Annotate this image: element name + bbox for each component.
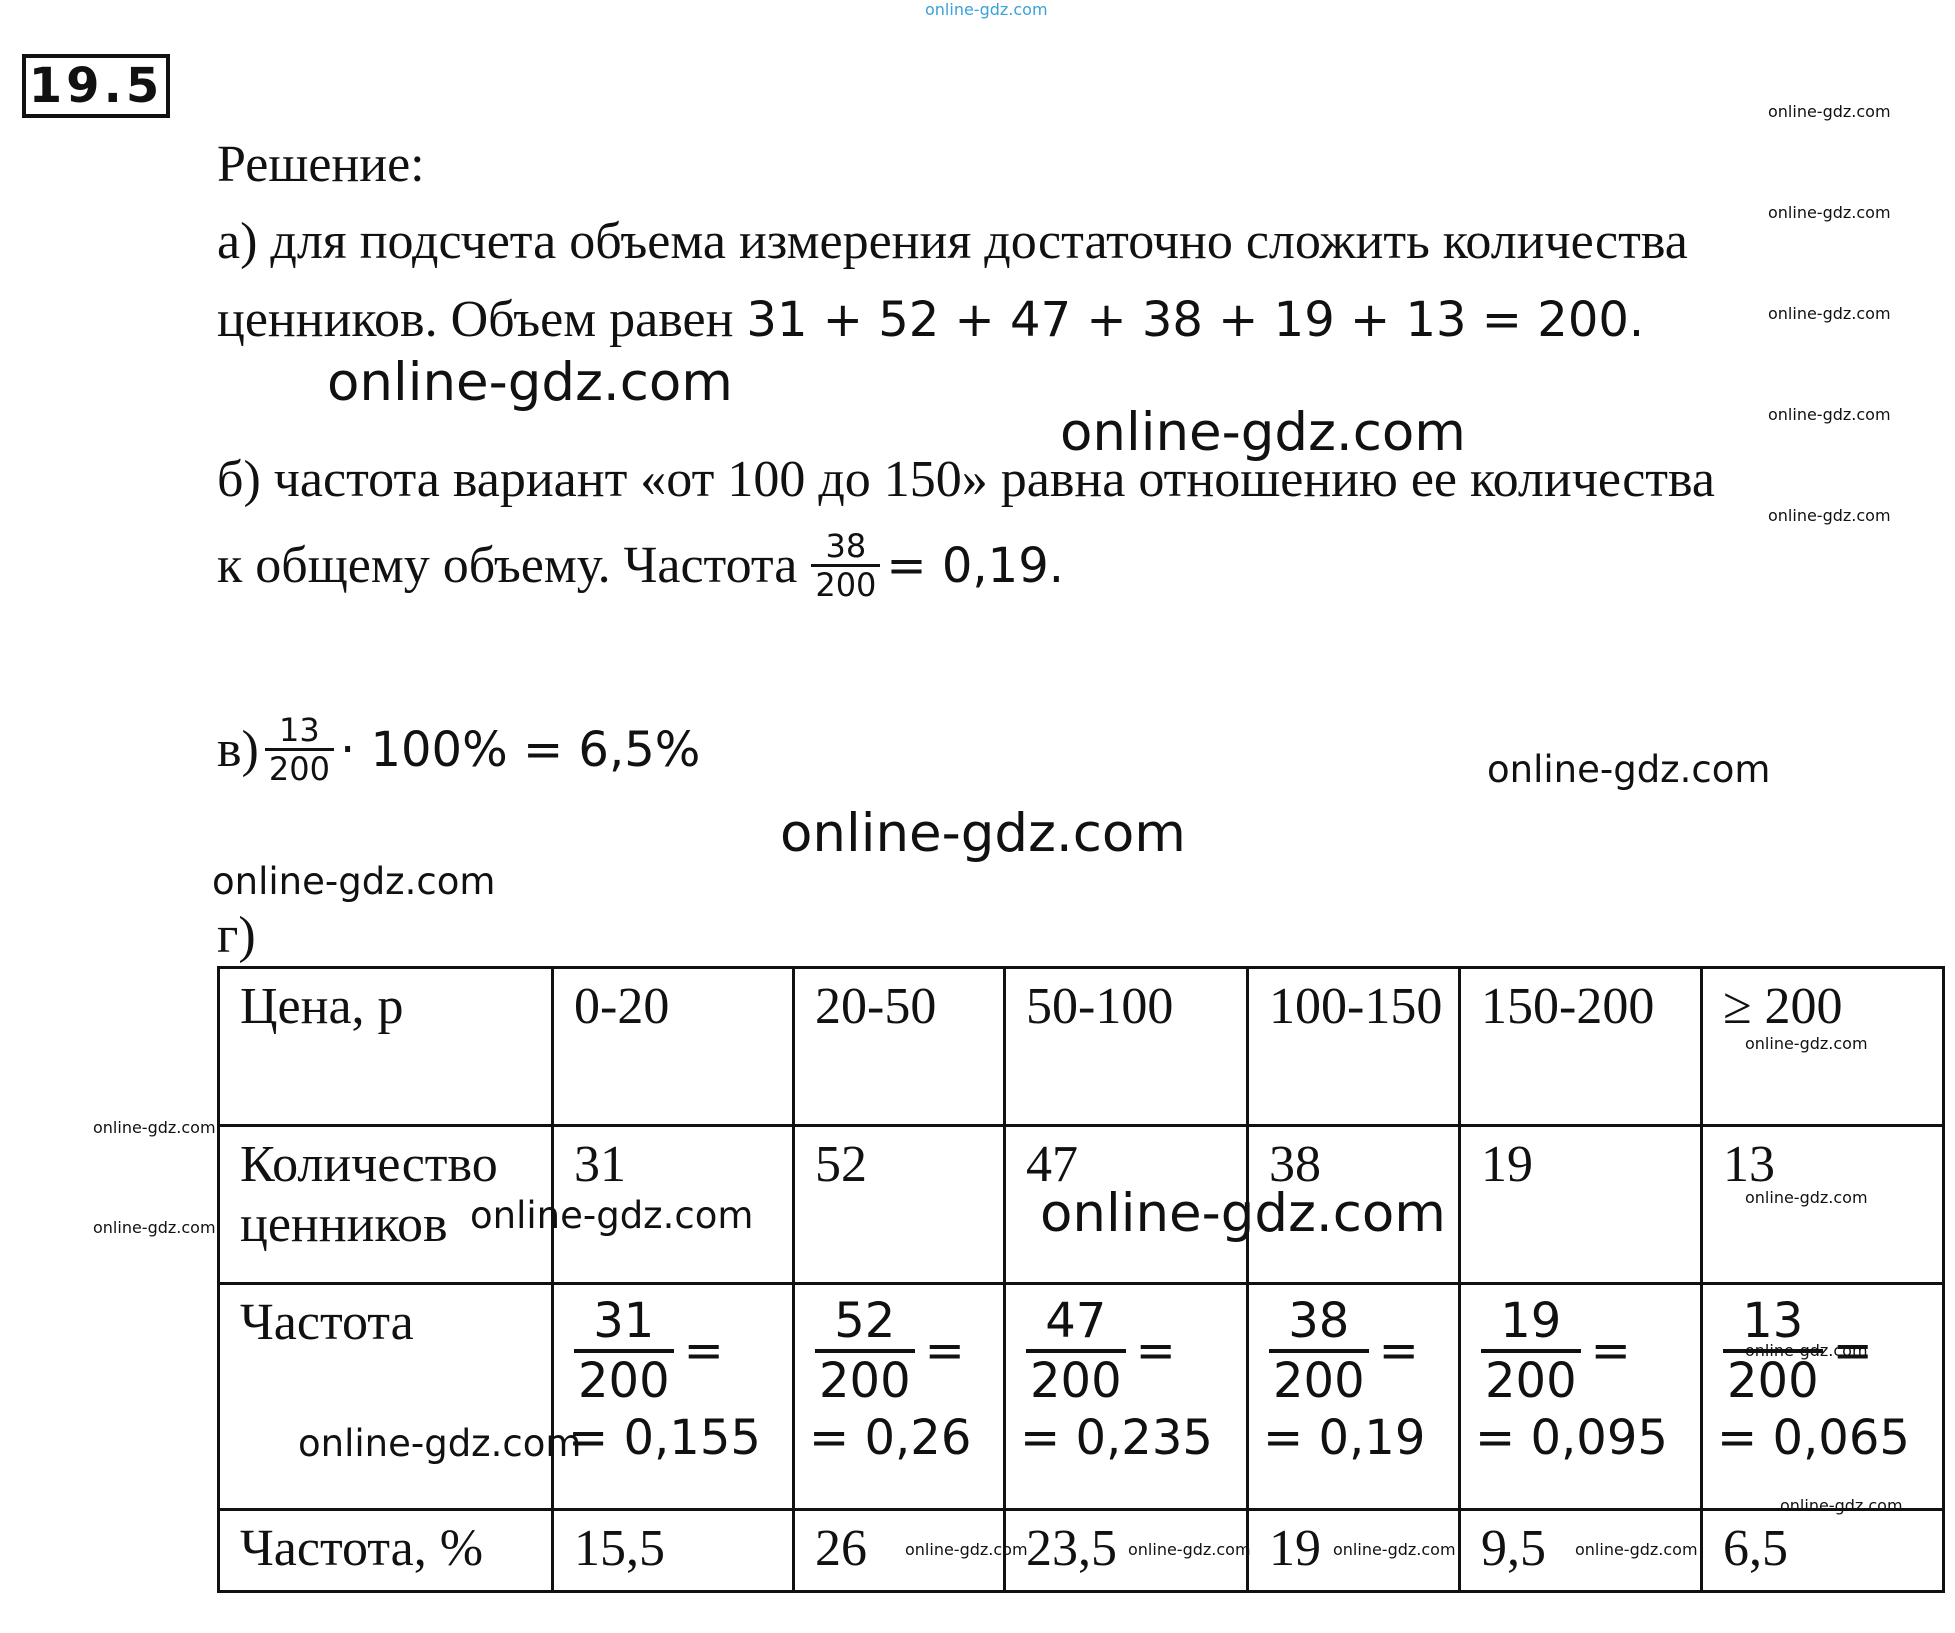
fraction-result: = 0,235 [1020, 1410, 1213, 1466]
watermark-right-2: online-gdz.com [1768, 203, 1891, 222]
table-row-frequency [219, 1284, 1944, 1510]
task-number: 19.5 [22, 54, 170, 118]
part-b-line2 [217, 528, 1064, 603]
frequency-table [217, 966, 1945, 1593]
table-row-label: Частота, % [219, 1510, 553, 1592]
fraction-den: 200 [815, 1349, 915, 1409]
part-b-line1: б) частота вариант «от 100 до 150» равна отношению ее количества [217, 451, 1715, 508]
part-c-result: · 100% = 6,5% [339, 721, 701, 778]
part-b-result: = 0,19. [886, 537, 1065, 594]
part-c-frac-num: 13 [279, 711, 320, 749]
table-header-cell: ≥ 200 [1702, 968, 1944, 1126]
solution-heading: Решение: [217, 136, 425, 193]
table-cell-fraction: $\frac{52}{200}$ = = 0,26 [794, 1284, 1005, 1510]
fraction-result: = 0,155 [568, 1410, 761, 1466]
table-cell-fraction: $\frac{13}{200}$ = = 0,065 [1702, 1284, 1944, 1510]
part-b-frac-num: 38 [825, 527, 867, 565]
table-cell-fraction: $\frac{47}{200}$ = = 0,235 [1005, 1284, 1248, 1510]
part-b-fraction [811, 528, 880, 603]
fraction-den: 200 [1723, 1349, 1823, 1409]
part-c-fraction [265, 712, 334, 787]
table-cell-fraction: $\frac{38}{200}$ = = 0,19 [1248, 1284, 1460, 1510]
fraction-num: 52 [834, 1293, 896, 1349]
watermark-table-6: online-gdz.com [298, 1422, 582, 1465]
watermark-table-4: online-gdz.com [1745, 1188, 1868, 1207]
fraction-num: 47 [1045, 1293, 1107, 1349]
table-header-cell: 20-50 [794, 968, 1005, 1126]
table-header-cell: 150-200 [1460, 968, 1702, 1126]
table-cell: 52 [794, 1126, 1005, 1284]
part-c-line [217, 712, 700, 787]
watermark-table-10: online-gdz.com [1333, 1540, 1456, 1559]
part-a-sum: 31 + 52 + 47 + 38 + 19 + 13 = 200. [746, 292, 1645, 348]
watermark-right-3: online-gdz.com [1768, 304, 1891, 323]
table-header-cell: 0-20 [553, 968, 794, 1126]
watermark-table-2: online-gdz.com [470, 1194, 754, 1237]
table-cell: 13 [1702, 1126, 1944, 1284]
watermark-table-1: online-gdz.com [1745, 1034, 1868, 1053]
table-row-price [219, 968, 1944, 1126]
table-header-cell: 50-100 [1005, 968, 1248, 1126]
part-a-text: ценников. Объем равен [217, 291, 734, 348]
fraction-den: 200 [1026, 1349, 1126, 1409]
part-c-label: в) [217, 720, 259, 778]
watermark-table-7: online-gdz.com [1780, 1496, 1903, 1515]
fraction-result: = 0,095 [1475, 1410, 1668, 1466]
watermark-top: online-gdz.com [925, 0, 1048, 19]
fraction-num: 38 [1288, 1293, 1350, 1349]
fraction-result: = 0,065 [1717, 1410, 1910, 1466]
table-cell-fraction: $\frac{31}{200}$ = = 0,155 [553, 1284, 794, 1510]
table-header-cell: 100-150 [1248, 968, 1460, 1126]
watermark-table-5: online-gdz.com [1745, 1341, 1868, 1360]
watermark-table-9: online-gdz.com [1128, 1540, 1251, 1559]
table-header-cell: Цена, р [219, 968, 553, 1126]
fraction-den: 200 [1481, 1349, 1581, 1409]
table-cell: 15,5 [553, 1510, 794, 1592]
watermark-mid-2: online-gdz.com [212, 860, 496, 903]
part-b-text: к общему объему. Частота [217, 536, 798, 594]
watermark-table-3: online-gdz.com [1040, 1183, 1446, 1244]
table-cell: 26 [794, 1510, 1005, 1592]
part-d-label: г) [217, 907, 256, 964]
watermark-table-8: online-gdz.com [905, 1540, 1028, 1559]
watermark-right-1: online-gdz.com [1768, 102, 1891, 121]
table-cell: 47 [1005, 1126, 1248, 1284]
part-a-line2 [217, 290, 1644, 350]
watermark-big-3: online-gdz.com [780, 803, 1186, 864]
watermark-big-1: online-gdz.com [327, 352, 733, 413]
watermark-left-1: online-gdz.com [93, 1118, 216, 1137]
table-cell: 38 [1248, 1126, 1460, 1284]
fraction-num: 31 [593, 1293, 655, 1349]
table-cell: 19 [1460, 1126, 1702, 1284]
table-cell: 23,5 [1005, 1510, 1248, 1592]
watermark-mid-1: online-gdz.com [1487, 748, 1771, 791]
table-cell: 9,5 [1460, 1510, 1702, 1592]
table-cell: 6,5 [1702, 1510, 1944, 1592]
table-row-label: Частота [219, 1284, 553, 1510]
watermark-big-2: online-gdz.com [1060, 402, 1466, 463]
part-a-line1: а) для подсчета объема измерения достаточно сложить количества [217, 213, 1688, 270]
table-cell-fraction: $\frac{19}{200}$ = = 0,095 [1460, 1284, 1702, 1510]
watermark-left-2: online-gdz.com [93, 1218, 216, 1237]
fraction-num: 19 [1500, 1293, 1562, 1349]
fraction-num: 13 [1742, 1293, 1804, 1349]
fraction-result: = 0,26 [809, 1410, 972, 1466]
fraction-den: 200 [574, 1349, 674, 1409]
watermark-right-5: online-gdz.com [1768, 506, 1891, 525]
part-c-frac-den: 200 [265, 748, 334, 787]
table-row-label: Количество ценников [219, 1126, 553, 1284]
part-b-frac-den: 200 [811, 564, 880, 603]
fraction-den: 200 [1269, 1349, 1369, 1409]
fraction-result: = 0,19 [1263, 1410, 1426, 1466]
watermark-table-11: online-gdz.com [1575, 1540, 1698, 1559]
table-cell: 19 [1248, 1510, 1460, 1592]
watermark-right-4: online-gdz.com [1768, 405, 1891, 424]
table-cell: 31 [553, 1126, 794, 1284]
